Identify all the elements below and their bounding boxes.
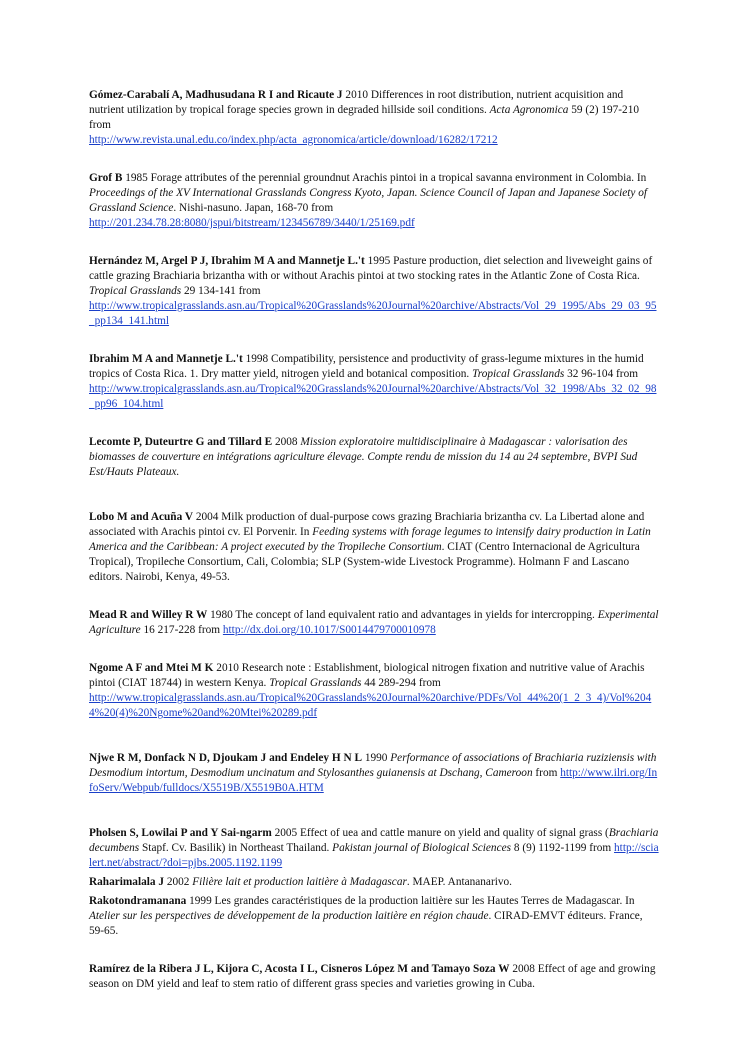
reference-text: 32 96-104 from xyxy=(564,368,638,380)
reference-text: 1980 The concept of land equivalent ratio and advantages in yields for intercropping. xyxy=(207,609,598,621)
reference-authors: Ngome A F and Mtei M K xyxy=(89,662,214,674)
reference-text: 2010 Research note : Establishment, biological nitrogen fixation and nutritive value of Arachis pintoi (CIAT 18744) in western Kenya. xyxy=(89,662,645,689)
reference-text: 29 134-141 from xyxy=(181,285,261,297)
reference-link[interactable]: http://www.revista.unal.edu.co/index.php/acta_agronomica/article/download/16282/17212 xyxy=(89,134,498,146)
reference-link[interactable]: http://dx.doi.org/10.1017/S0014479700010978 xyxy=(222,624,436,636)
reference-text: . Nishi-nasuno. Japan, 168-70 from xyxy=(173,202,334,214)
reference-species: Brachiaria decumbens xyxy=(89,827,659,854)
reference-entry xyxy=(89,826,659,871)
reference-source: Atelier sur les perspectives de développement de la production laitière en région chaude xyxy=(89,910,489,922)
reference-journal: Tropical Grasslands xyxy=(89,285,182,297)
reference-entry xyxy=(89,661,659,721)
reference-text: 1995 Pasture production, diet selection and liveweight gains of cattle grazing Brachiaria brizantha with or without Arachis pintoi at two stocking rates in the Atlantic Zone of Costa Rica. xyxy=(89,255,653,282)
reference-journal: Acta Agronomica xyxy=(489,104,569,116)
reference-link[interactable]: http://scialert.net/abstract/?doi=pjbs.2005.1192.1199 xyxy=(89,842,659,869)
reference-entry xyxy=(89,875,659,890)
reference-entry xyxy=(89,510,659,585)
reference-text: 59 (2) 197-210 from xyxy=(89,104,640,131)
reference-journal: Tropical Grasslands xyxy=(269,677,362,689)
reference-link[interactable]: http://www.tropicalgrasslands.asn.au/Tropical%20Grasslands%20Journal%20archive/PDFs/Vol_44%20(1_2_3_4)/Vol%2044%20(4)%20Ngome%20and%20Mtei%20289.pdf xyxy=(89,692,652,719)
reference-journal: Tropical Grasslands xyxy=(472,368,565,380)
reference-title: Mission exploratoire multidisciplinaire à Madagascar : valorisation des biomasses de couverture en intégrations agriculture élevage. Compte rendu de mission du 14 au 24 septembre, BVPI Sud Est/Hauts Plateaux. xyxy=(89,436,638,478)
reference-list xyxy=(89,88,659,992)
reference-text: . CIRAD-EMVT éditeurs. France, 59-65. xyxy=(89,910,643,937)
reference-text: 2008 xyxy=(272,436,301,448)
reference-text: 2010 Differences in root distribution, nutrient acquisition and nutrient utilization by tropical forage species grown in degraded hillside soil conditions. xyxy=(89,89,624,116)
reference-journal: Experimental Agriculture xyxy=(89,609,659,636)
reference-link[interactable]: http://www.tropicalgrasslands.asn.au/Tropical%20Grasslands%20Journal%20archive/Abstracts/Vol_32_1998/Abs_32_02_98_pp96_104.html xyxy=(89,383,657,410)
reference-authors: Pholsen S, Lowilai P and Y Sai-ngarm xyxy=(89,827,272,839)
reference-entry xyxy=(89,171,659,231)
reference-authors: Ibrahim M A and Mannetje L.'t xyxy=(89,353,243,365)
reference-text: 1998 Compatibility, persistence and productivity of grass-legume mixtures in the humid tropics of Costa Rica. 1. Dry matter yield, nitrogen yield and botanical composition. xyxy=(89,353,644,380)
reference-entry xyxy=(89,962,659,992)
reference-title: Performance of associations of Brachiaria ruziziensis with Desmodium intortum, Desmodium uncinatum and Stylosanthes guianensis at Dschang, Cameroon xyxy=(89,752,657,779)
reference-text: 2008 Effect of age and growing season on DM yield and leaf to stem ratio of different grass species and varieties growing in Cuba. xyxy=(89,963,656,990)
reference-authors: Lecomte P, Duteurtre G and Tillard E xyxy=(89,436,273,448)
reference-link[interactable]: http://201.234.78.28:8080/jspui/bitstream/123456789/3440/1/25169.pdf xyxy=(89,217,415,229)
reference-authors: Ramírez de la Ribera J L, Kijora C, Acosta I L, Cisneros López M and Tamayo Soza W xyxy=(89,963,510,975)
reference-text: 2004 Milk production of dual-purpose cows grazing Brachiaria brizantha cv. La Libertad alone and associated with Arachis pintoi cv. El Porvenir. In xyxy=(89,511,645,538)
reference-authors: Raharimalala J xyxy=(89,876,164,888)
reference-text: 1985 Forage attributes of the perennial groundnut Arachis pintoi in a tropical savanna environment in Colombia. In xyxy=(122,172,647,184)
reference-authors: Rakotondramanana xyxy=(89,895,187,907)
reference-entry xyxy=(89,894,659,939)
reference-entry xyxy=(89,751,659,796)
reference-authors: Gómez-Carabalí A, Madhusudana R I and Ricaute J xyxy=(89,89,343,101)
reference-source: Proceedings of the XV International Grasslands Congress Kyoto, Japan. Science Council of Japan and Japanese Society of Grassland Science xyxy=(89,187,648,214)
reference-entry xyxy=(89,88,659,148)
reference-text: 44 289-294 from xyxy=(361,677,441,689)
reference-authors: Njwe R M, Donfack N D, Djoukam J and Endeley H N L xyxy=(89,752,363,764)
reference-authors: Lobo M and Acuña V xyxy=(89,511,194,523)
reference-text: . CIAT (Centro Internacional de Agricultura Tropical), Tropileche Consortium, Cali, Colombia; SLP (System-wide Livestock Programme). Holmann F and Lascano editors. Nairobi, Kenya, 49-53. xyxy=(89,541,640,583)
reference-entry xyxy=(89,608,659,638)
reference-text: 16 217-228 from xyxy=(140,624,223,636)
reference-authors: Hernández M, Argel P J, Ibrahim M A and Mannetje L.'t xyxy=(89,255,365,267)
reference-text: 2002 xyxy=(164,876,193,888)
reference-text: 1990 xyxy=(362,752,391,764)
reference-link[interactable]: http://www.ilri.org/InfoServ/Webpub/fulldocs/X5519B/X5519B0A.HTM xyxy=(89,767,658,794)
reference-journal: Pakistan journal of Biological Sciences xyxy=(332,842,512,854)
reference-text: 8 (9) 1192-1199 from xyxy=(511,842,615,854)
reference-source: Feeding systems with forage legumes to intensify dairy production in Latin America and the Caribbean: A project executed by the Tropileche Consortium xyxy=(89,526,651,553)
reference-link[interactable]: http://www.tropicalgrasslands.asn.au/Tropical%20Grasslands%20Journal%20archive/Abstracts/Vol_29_1995/Abs_29_03_95_pp134_141.html xyxy=(89,300,657,327)
reference-entry xyxy=(89,254,659,329)
reference-text: Stapf. Cv. Basilik) in Northeast Thailand. xyxy=(139,842,333,854)
reference-text: 2005 Effect of uea and cattle manure on yield and quality of signal grass ( xyxy=(271,827,609,839)
reference-title: Filière lait et production laitière à Madagascar xyxy=(192,876,407,888)
reference-entry xyxy=(89,435,659,480)
reference-authors: Grof B xyxy=(89,172,123,184)
reference-authors: Mead R and Willey R W xyxy=(89,609,208,621)
reference-text: 1999 Les grandes caractéristiques de la production laitière sur les Hautes Terres de Madagascar. In xyxy=(186,895,635,907)
reference-text: . MAEP. Antananarivo. xyxy=(406,876,512,888)
reference-entry xyxy=(89,352,659,412)
reference-text: from xyxy=(532,767,561,779)
